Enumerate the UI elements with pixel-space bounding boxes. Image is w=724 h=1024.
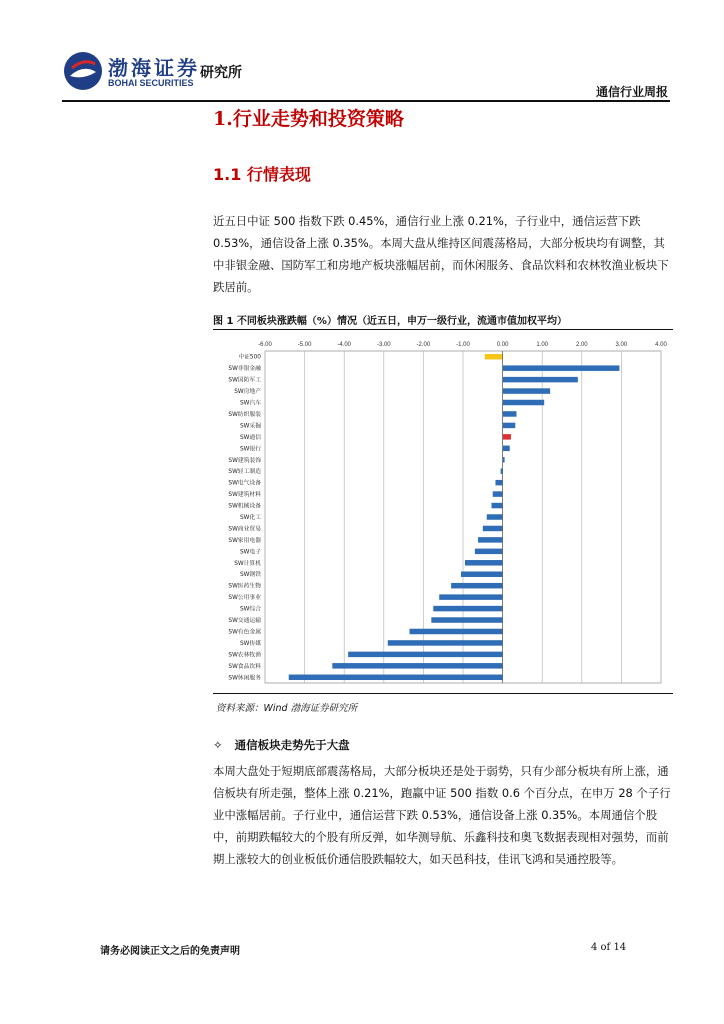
category-label: SW休闲服务: [228, 675, 261, 682]
category-label: SW银行: [239, 446, 261, 453]
section-subtitle: 1.1 行情表现: [213, 165, 311, 184]
category-label: SW电气设备: [228, 480, 261, 487]
category-label: SW机械设备: [228, 503, 261, 510]
company-logo: [62, 50, 252, 96]
bar: [289, 675, 503, 680]
bar: [478, 537, 503, 542]
x-tick-label: 2.00: [575, 342, 588, 348]
bar: [485, 354, 503, 359]
bar: [503, 411, 517, 416]
bullet-heading: [213, 737, 350, 753]
sector-change-chart: [213, 333, 673, 690]
category-label: SW农林牧渔: [228, 652, 261, 659]
x-tick-label: 0.00: [496, 342, 509, 348]
x-tick-label: 4.00: [655, 342, 667, 348]
x-tick-label: -5.00: [297, 342, 312, 348]
x-tick-label: -6.00: [258, 342, 272, 348]
bar: [433, 606, 502, 611]
category-label: SW商业贸易: [228, 526, 261, 533]
bar: [431, 617, 502, 622]
x-tick-label: -2.00: [416, 342, 431, 348]
category-label: SW轻工制造: [228, 469, 261, 476]
bar: [348, 652, 502, 657]
category-label: SW有色金属: [228, 629, 261, 636]
category-label: SW食品饮料: [228, 663, 261, 670]
bar: [503, 377, 578, 382]
bar-chart: [213, 333, 673, 690]
x-tick-label: -4.00: [337, 342, 352, 348]
category-label: SW钢铁: [239, 572, 261, 579]
bar: [332, 663, 502, 668]
bar: [492, 503, 503, 508]
bar: [503, 388, 551, 393]
bohai-logo-icon: [62, 50, 104, 92]
category-label: SW公用事业: [228, 595, 261, 602]
category-label: SW电子: [239, 549, 261, 556]
header-divider: [62, 100, 670, 102]
category-label: SW汽车: [239, 400, 261, 407]
category-label: SW家用电器: [228, 537, 261, 544]
logo-text-cn: 渤海证券: [108, 56, 200, 80]
category-label: SW国防军工: [228, 377, 261, 384]
bar: [487, 514, 503, 519]
category-label: SW建筑装饰: [228, 457, 261, 464]
figure-source: 资料来源：Wind 渤海证券研究所: [216, 703, 358, 714]
bar: [465, 560, 503, 565]
bar: [503, 400, 545, 405]
category-label: SW采掘: [239, 423, 261, 430]
bar: [495, 480, 502, 485]
bullet-paragraph: 本周大盘处于短期底部震荡格局，大部分板块还是处于弱势，只有少部分板块有所上涨，通信板块有所走强，整体上涨 0.21%，跑赢中证 500 指数 0.6 个百分点，在申万 28 个子行业中涨幅居前。子行业中，通信运营下跌 0.53%，通信设备上涨 0.35%。本周通信个股中，前期跌幅较大的个股有所反弹，如华测导航、乐鑫科技和奥飞数据表现相对强势，而前期上涨较大的创业板低价通信股跌幅较大，如天邑科技，佳讯飞鸿和吴通控股等。: [213, 764, 671, 866]
report-type: 通信行业周报: [595, 85, 668, 99]
category-label: SW建筑材料: [228, 492, 261, 499]
bar: [503, 365, 620, 370]
bar: [475, 549, 503, 554]
category-label: SW交通运输: [228, 618, 261, 625]
bar: [388, 640, 503, 645]
bar: [493, 491, 503, 496]
category-label: SW房地产: [234, 389, 261, 396]
x-tick-label: 3.00: [615, 342, 628, 348]
figure-bottom-rule: [213, 693, 673, 694]
category-label: SW医药生物: [228, 583, 261, 590]
category-label: SW传媒: [239, 640, 261, 647]
x-tick-label: 1.00: [536, 342, 549, 348]
category-label: SW化工: [239, 515, 261, 521]
bullet-heading-text: 通信板块走势先于大盘: [234, 738, 350, 752]
category-label: SW通信: [239, 434, 261, 441]
x-tick-label: -1.00: [456, 342, 470, 348]
figure-caption: 图 1 不同板块涨跌幅（%）情况（近五日，申万一级行业，流通市值加权平均）: [213, 316, 567, 327]
dept-label: 研究所: [200, 65, 242, 81]
x-tick-label: -3.00: [376, 342, 391, 348]
category-label: SW纺织服装: [228, 411, 261, 418]
category-label: SW综合: [239, 606, 261, 613]
bar: [503, 434, 511, 439]
category-label: SW计算机: [234, 560, 261, 567]
bar: [439, 594, 502, 599]
figure-top-rule: [213, 329, 673, 330]
section-title: 1.行业走势和投资策略: [213, 108, 404, 130]
intro-paragraph: 近五日中证 500 指数下跌 0.45%，通信行业上涨 0.21%，子行业中，通信运营下跌 0.53%，通信设备上涨 0.35%。本周大盘从维持区间震荡格局，大部分板块均有调整，其中非银金融、国防军工和房地产板块涨幅居前，而休闲服务、食品饮料和农林牧渔业板块下跌居前。: [213, 214, 669, 294]
bar: [461, 571, 503, 576]
diamond-outline-icon: ✧: [213, 738, 223, 752]
category-label: SW非银金融: [228, 366, 261, 373]
footer-disclaimer: 请务必阅读正文之后的免责声明: [100, 946, 240, 957]
category-label: 中证500: [238, 354, 261, 361]
logo-text-en: BOHAI SECURITIES: [108, 78, 194, 88]
page-number: 4 of 14: [591, 942, 627, 953]
bar: [503, 423, 516, 428]
bar: [410, 629, 503, 634]
bar: [503, 446, 510, 451]
bar: [483, 526, 503, 531]
bar: [451, 583, 502, 588]
